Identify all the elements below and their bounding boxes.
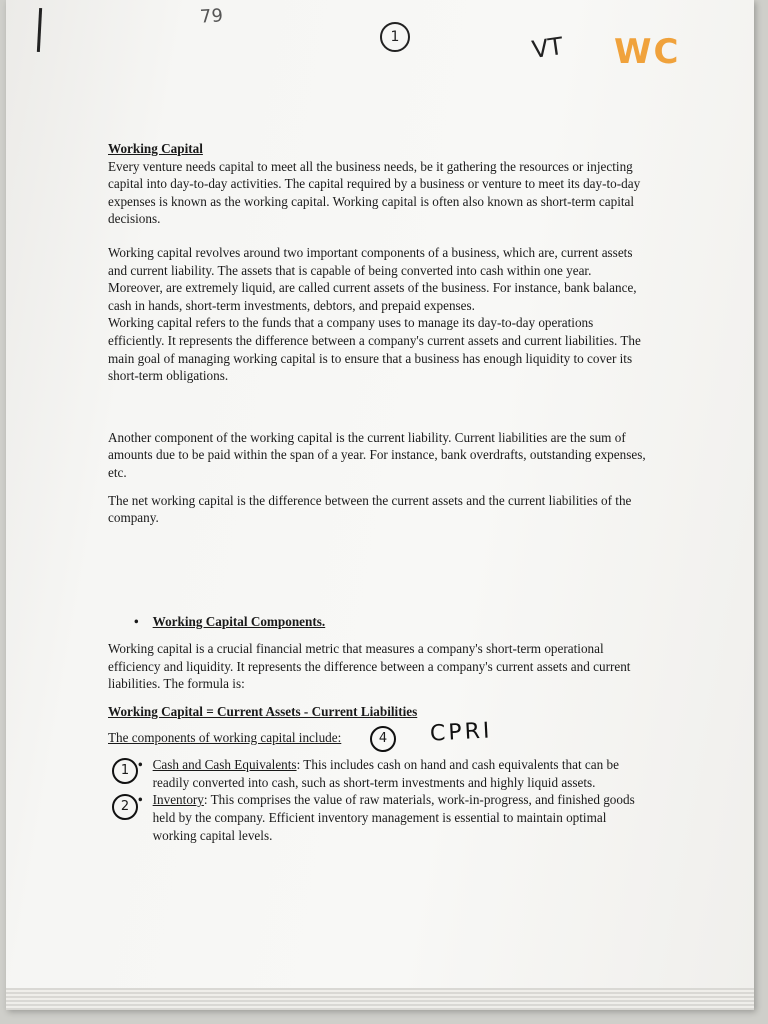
- circled-item-number: 1: [112, 758, 138, 784]
- list-item-text: : This comprises the value of raw materials, work-in-progress, and finished goods held by the company. Efficient inventory management is essential to maintain optimal working capital levels.: [152, 792, 635, 843]
- handwritten-initials: VT: [530, 31, 565, 65]
- section-heading: [134, 613, 648, 631]
- list-item-text: : This includes cash on hand and cash equivalents that can be readily converted into cash, such as short-term investments and highly liquid assets.: [152, 757, 619, 790]
- bullet-icon: •: [134, 613, 139, 629]
- circled-count: 4: [370, 726, 396, 752]
- formula-text: Working Capital = Current Assets - Current Liabilities: [108, 704, 418, 720]
- list-item-body: [153, 756, 648, 791]
- section-title: Working Capital Components.: [152, 613, 326, 629]
- paragraph-definition: Working capital refers to the funds that a company uses to manage its day-to-day operations efficiently. It represents the difference between a company's current assets and current liabilities. The main goal of managing working capital is to ensure that a business has enough liquidity to cover its short-term obligations.: [108, 315, 641, 384]
- paragraph-components: Working capital revolves around two important components of a business, which are, current assets and current liability. The assets that is capable of being converted into cash within one year. Moreover, are extremely liquid, are called current assets of the business. For instance, bank balance, cash in hands, short-term investments, debtors, and prepaid expenses.: [108, 244, 637, 313]
- paragraph-current-liability: Another component of the working capital is the current liability. Current liabilities are the sum of amounts due to be paid within the span of a year. For instance, bank overdrafts, outstanding expenses, etc.: [108, 429, 646, 480]
- list-item-term: Inventory: [152, 792, 204, 808]
- handwritten-cpri: CPRI: [429, 718, 494, 747]
- list-item: [138, 756, 648, 791]
- list-item-body: [153, 791, 648, 844]
- paragraph-metric: Working capital is a crucial financial metric that measures a company's short-term operational efficiency and liquidity. It represents the difference between a company's current assets and current liabilities. The formula is:: [108, 641, 631, 692]
- paragraph-intro: Every venture needs capital to meet all the business needs, be it gathering the resources or injecting capital into day-to-day activities. The capital required by a business or venture to meet its day-to-day expenses is known as the working capital. Working capital is often also known as short-term capital decisions.: [108, 158, 641, 227]
- handwritten-wc-mark: WC: [614, 32, 681, 72]
- paragraph-net-working-capital: The net working capital is the difference between the current assets and the current liabilities of the company.: [108, 492, 632, 526]
- circled-page-number: 1: [380, 22, 410, 52]
- stacked-page-edges: [6, 988, 754, 1010]
- bullet-icon: •: [138, 792, 143, 808]
- formula: [108, 703, 648, 721]
- list-item-term: Cash and Cash Equivalents: [152, 757, 297, 773]
- circled-item-number: 2: [112, 794, 138, 820]
- list-item: [138, 791, 648, 844]
- components-intro-text: The components of working capital include:: [108, 729, 342, 745]
- bullet-icon: •: [138, 757, 143, 773]
- document-title: Working Capital: [108, 141, 203, 156]
- pencil-page-number: 79: [199, 5, 224, 28]
